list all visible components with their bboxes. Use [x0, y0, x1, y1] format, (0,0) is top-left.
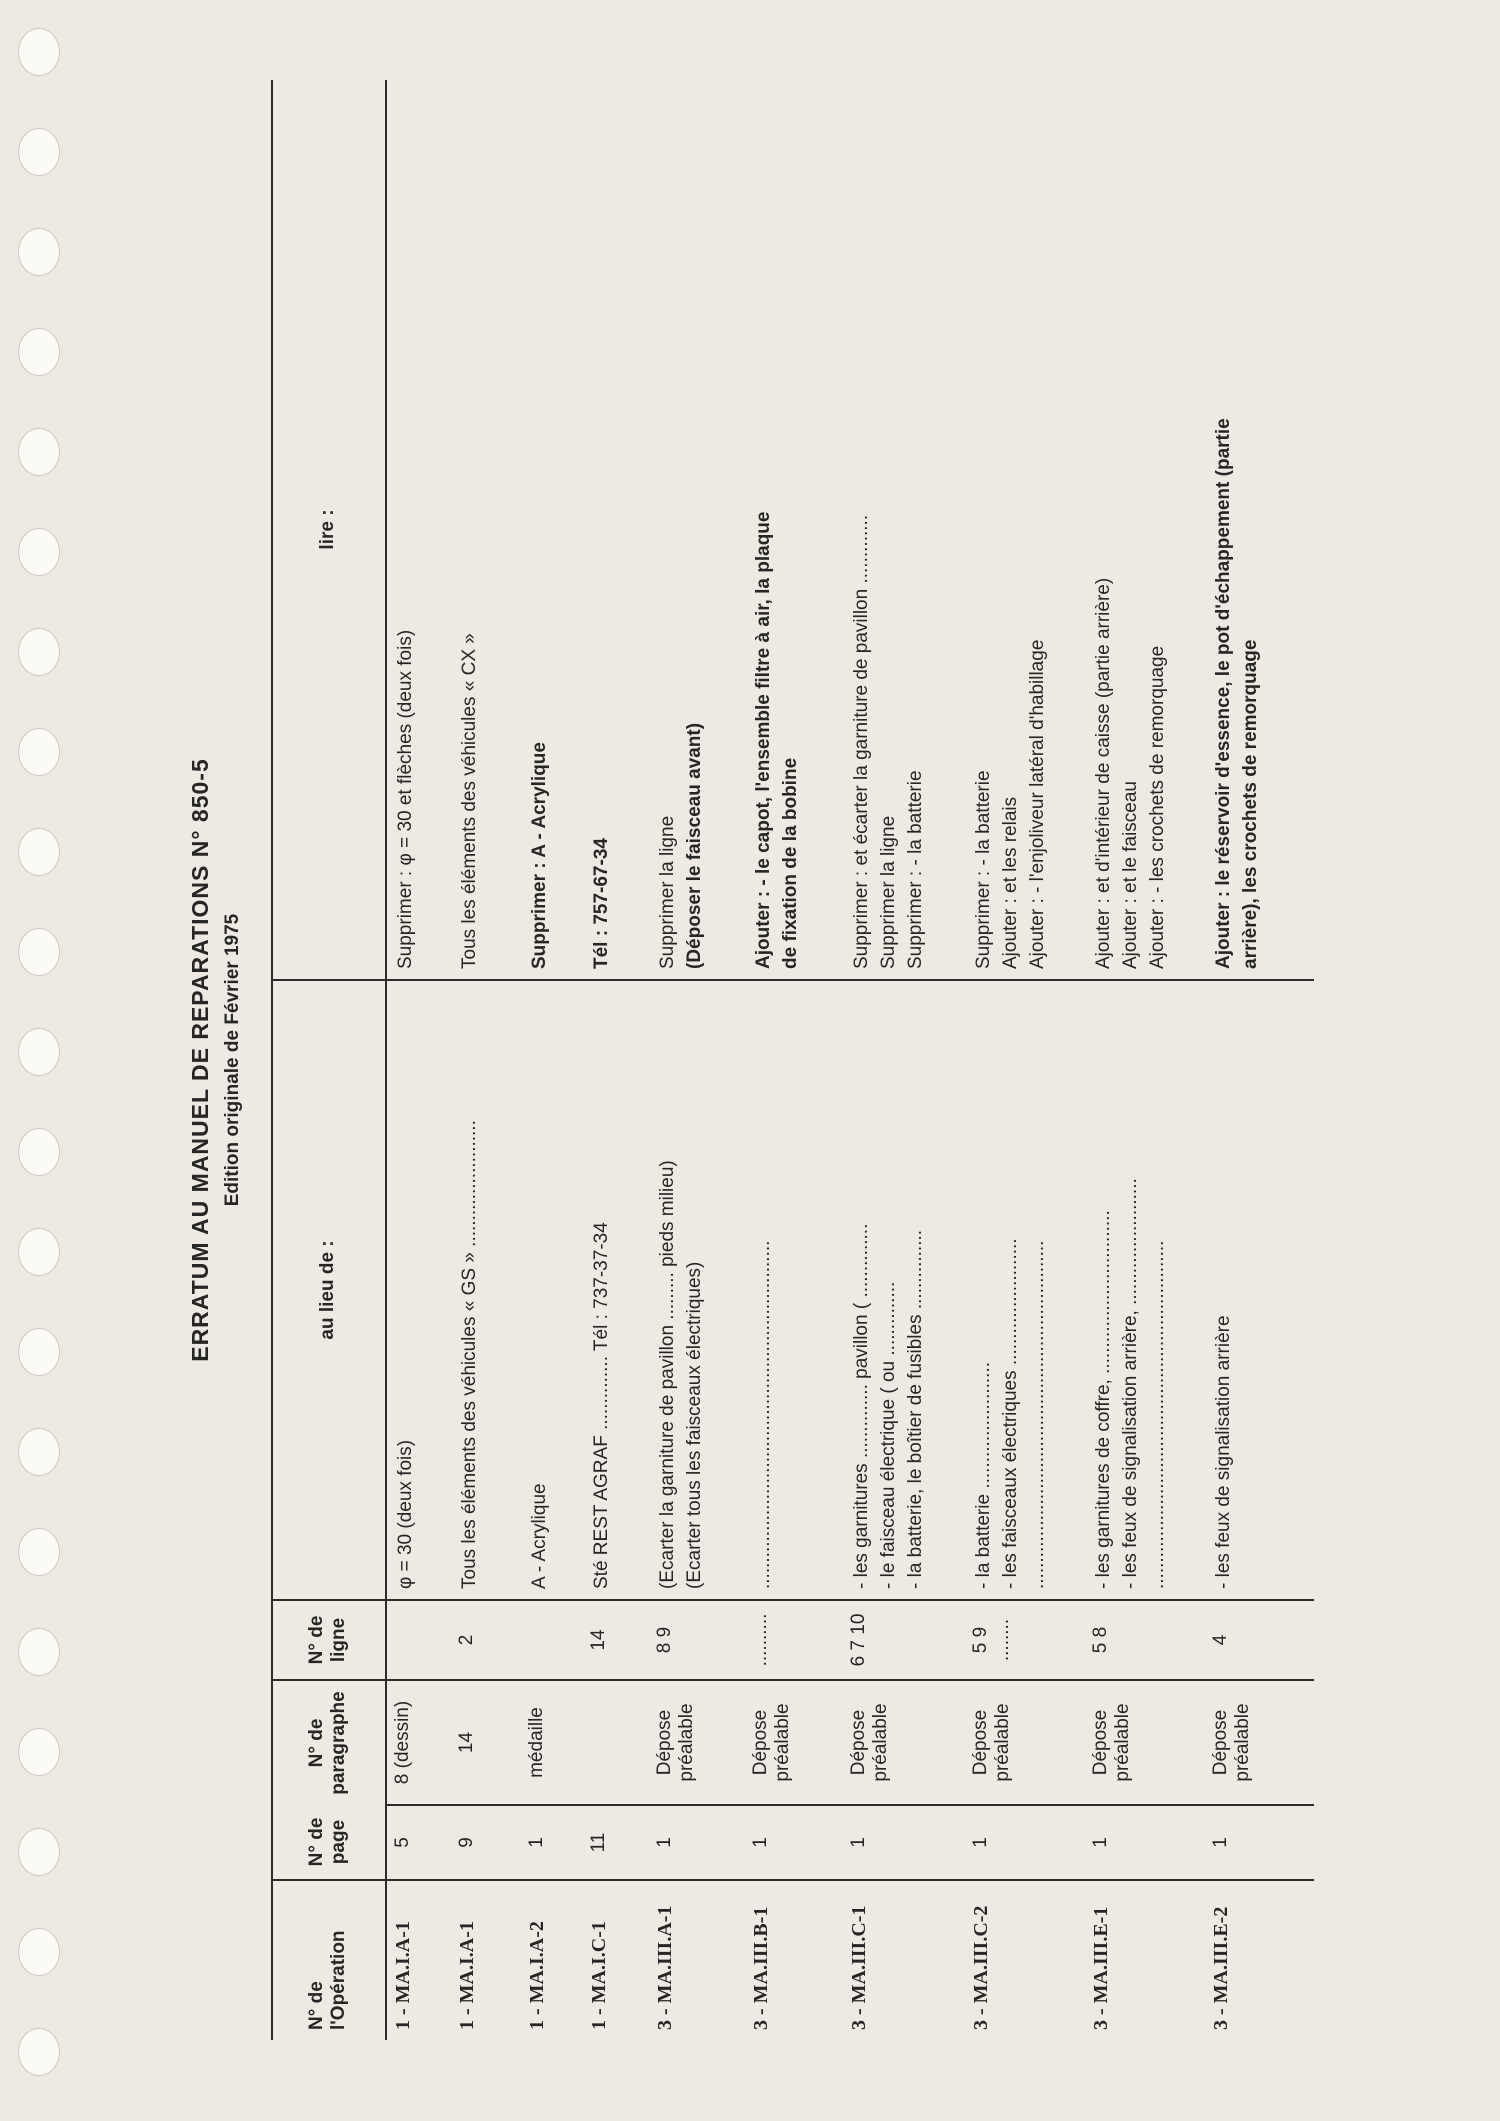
binder-hole [18, 128, 60, 176]
read-line: Supprimer : et écarter la garniture de pavillon ............. [850, 514, 872, 969]
instead-line: Sté REST AGRAF .............. Tél : 737-37-34 [590, 1222, 612, 1589]
cell-operation: 1 - MA.I.C-1 [587, 1921, 610, 2030]
cell-paragraph: 14 [450, 1680, 520, 1805]
instead-line: - les feux de signalisation arrière [1212, 1315, 1234, 1589]
cell-instead [648, 980, 744, 1600]
cell-line: 14 [582, 1600, 648, 1680]
cell-operation: 1 - MA.I.A-1 [392, 1921, 414, 2030]
cell-operation: 1 - MA.I.A-1 [455, 1921, 478, 2030]
read-line: Supprimer la ligne [877, 815, 899, 969]
rotated-content [175, 80, 1395, 2040]
read-line: Ajouter : le réservoir d'essence, le pot d'échappement (partie [1212, 418, 1234, 969]
binder-hole [18, 1528, 60, 1576]
read-line: de fixation de la bobine [779, 757, 801, 969]
table-row [744, 80, 842, 2040]
instead-line: - les faisceaux électriques ........................ [999, 1238, 1021, 1589]
cell-line: 5 9 ........ [964, 1600, 1084, 1680]
cell-operation: 3 - MA.III.C-1 [847, 1905, 870, 2030]
read-line: Ajouter : - le capot, l'ensemble filtre à air, la plaque [752, 511, 774, 969]
binder-hole [18, 1028, 60, 1076]
read-line: Supprimer : A - Acrylique [528, 742, 550, 969]
cell-line: 5 8 [1084, 1600, 1204, 1680]
table-row [842, 80, 964, 2040]
read-line: Ajouter : et les relais [999, 796, 1021, 969]
binder-holes [0, 0, 80, 2121]
cell-line: 4 [1204, 1600, 1314, 1680]
table-row [450, 80, 520, 2040]
cell-page: 1 [842, 1805, 964, 1880]
cell-page: 1 [648, 1805, 744, 1880]
read-line: Supprimer la ligne [656, 815, 678, 969]
cell-page: 9 [450, 1805, 520, 1880]
cell-operation: 3 - MA.III.E-1 [1089, 1906, 1112, 2030]
read-line: Supprimer : - la batterie [972, 770, 994, 969]
read-line: Ajouter : - les crochets de remorquage [1146, 645, 1168, 969]
cell-instead [964, 980, 1084, 1600]
cell-instead [744, 980, 842, 1600]
table-row [386, 80, 450, 2040]
cell-paragraph: Dépose préalable [1084, 1680, 1204, 1805]
binder-hole [18, 1128, 60, 1176]
instead-line: - les garnitures .............. pavillon ( .............. [850, 1223, 872, 1589]
cell-read [1084, 80, 1204, 980]
cell-operation: 3 - MA.III.B-1 [749, 1906, 772, 2030]
cell-operation: 3 - MA.III.A-1 [653, 1905, 676, 2030]
cell-instead [1084, 980, 1204, 1600]
cell-page: 1 [744, 1805, 842, 1880]
read-line: Ajouter : et le faisceau [1119, 781, 1141, 969]
table-row [1204, 80, 1314, 2040]
header-line: N° de ligne [271, 1600, 386, 1680]
cell-instead [450, 980, 520, 1600]
cell-instead [842, 980, 964, 1600]
instead-line: - les garnitures de coffre, ............................... [1092, 1210, 1114, 1589]
cell-line: 8 9 [648, 1600, 744, 1680]
instead-line: φ = 30 (deux fois) [395, 1439, 416, 1589]
binder-hole [18, 1928, 60, 1976]
cell-paragraph: Dépose préalable [964, 1680, 1084, 1805]
document-header [175, 80, 244, 2040]
binder-hole [18, 1728, 60, 1776]
cell-page: 11 [582, 1805, 648, 1880]
read-line: Ajouter : - l'enjoliveur latéral d'habillage [1026, 639, 1048, 969]
cell-line: .......... [744, 1600, 842, 1680]
table-row [1084, 80, 1204, 2040]
binder-hole [18, 2028, 60, 2076]
read-line: Tous les éléments des véhicules « CX » [458, 633, 480, 969]
cell-paragraph: 8 (dessin) [386, 1680, 450, 1805]
cell-read [648, 80, 744, 980]
header-read: lire : [271, 80, 386, 980]
cell-read [520, 80, 582, 980]
cell-read [1204, 80, 1314, 980]
binder-hole [18, 728, 60, 776]
instead-line: (Ecarter la garniture de pavillon ......... pieds milieu) [656, 1160, 678, 1589]
cell-read [964, 80, 1084, 980]
binder-hole [18, 1328, 60, 1376]
binder-hole [18, 528, 60, 576]
cell-line: 6 7 10 [842, 1600, 964, 1680]
cell-page: 1 [520, 1805, 582, 1880]
cell-read [744, 80, 842, 980]
cell-paragraph [582, 1680, 648, 1805]
cell-read [842, 80, 964, 980]
table-row [648, 80, 744, 2040]
binder-hole [18, 928, 60, 976]
cell-instead [582, 980, 648, 1600]
cell-read [450, 80, 520, 980]
binder-hole [18, 1828, 60, 1876]
instead-line: .................................................................. [752, 1240, 774, 1589]
table-header-row [271, 80, 386, 2040]
erratum-table [271, 80, 1314, 2040]
binder-hole [18, 628, 60, 676]
read-line: Tél : 757-67-34 [590, 838, 612, 969]
table-row [964, 80, 1084, 2040]
binder-hole [18, 228, 60, 276]
cell-page: 1 [1204, 1805, 1314, 1880]
binder-hole [18, 1228, 60, 1276]
cell-page: 1 [964, 1805, 1084, 1880]
cell-instead [386, 980, 450, 1600]
table-row [520, 80, 582, 2040]
cell-operation: 1 - MA.I.A-2 [525, 1921, 548, 2030]
cell-operation: 3 - MA.III.C-2 [969, 1905, 992, 2030]
instead-line: - la batterie, le boîtier de fusibles ............... [904, 1229, 926, 1589]
cell-line [520, 1600, 582, 1680]
cell-paragraph: Dépose préalable [842, 1680, 964, 1805]
cell-instead [1204, 980, 1314, 1600]
cell-read [386, 80, 450, 980]
document-title: ERRATUM AU MANUEL DE REPARATIONS N° 850-5 [187, 758, 213, 1362]
instead-line: A - Acrylique [528, 1483, 550, 1589]
binder-hole [18, 828, 60, 876]
read-line: Supprimer : φ = 30 et flèches (deux fois) [395, 629, 416, 969]
cell-operation: 3 - MA.III.E-2 [1209, 1906, 1232, 2030]
cell-page: 1 [1084, 1805, 1204, 1880]
cell-paragraph: médaille [520, 1680, 582, 1805]
instead-line: - le faisceau électrique ( ou .............. [877, 1281, 899, 1589]
read-line: (Déposer le faisceau avant) [683, 722, 705, 969]
header-instead: au lieu de : [271, 980, 386, 1600]
cell-paragraph: Dépose préalable [648, 1680, 744, 1805]
instead-line: .................................................................. [1146, 1240, 1168, 1589]
header-page: N° de page [271, 1805, 386, 1880]
cell-line: 2 [450, 1600, 520, 1680]
read-line: arrière), les crochets de remorquage [1239, 639, 1261, 969]
cell-line [386, 1600, 450, 1680]
read-line: Ajouter : et d'intérieur de caisse (partie arrière) [1092, 577, 1114, 969]
read-line: Supprimer : - la batterie [904, 770, 926, 969]
cell-instead [520, 980, 582, 1600]
instead-line: (Ecarter tous les faisceaux électriques) [683, 1261, 705, 1589]
document-subtitle: Edition originale de Février 1975 [222, 913, 243, 1207]
header-paragraph: N° de paragraphe [271, 1680, 386, 1805]
instead-line: .................................................................. [1026, 1240, 1048, 1589]
binder-hole [18, 1628, 60, 1676]
header-operation: N° de l'Opération [271, 1880, 386, 2040]
table-row [582, 80, 648, 2040]
binder-hole [18, 428, 60, 476]
instead-line: Tous les éléments des véhicules « GS » ........................ [458, 1120, 480, 1589]
cell-page: 5 [386, 1805, 450, 1880]
cell-paragraph: Dépose préalable [1204, 1680, 1314, 1805]
binder-hole [18, 28, 60, 76]
instead-line: - la batterie ........................ [972, 1361, 994, 1589]
cell-read [582, 80, 648, 980]
cell-paragraph: Dépose préalable [744, 1680, 842, 1805]
binder-hole [18, 1428, 60, 1476]
binder-hole [18, 328, 60, 376]
instead-line: - les feux de signalisation arrière, ........................ [1119, 1178, 1141, 1589]
